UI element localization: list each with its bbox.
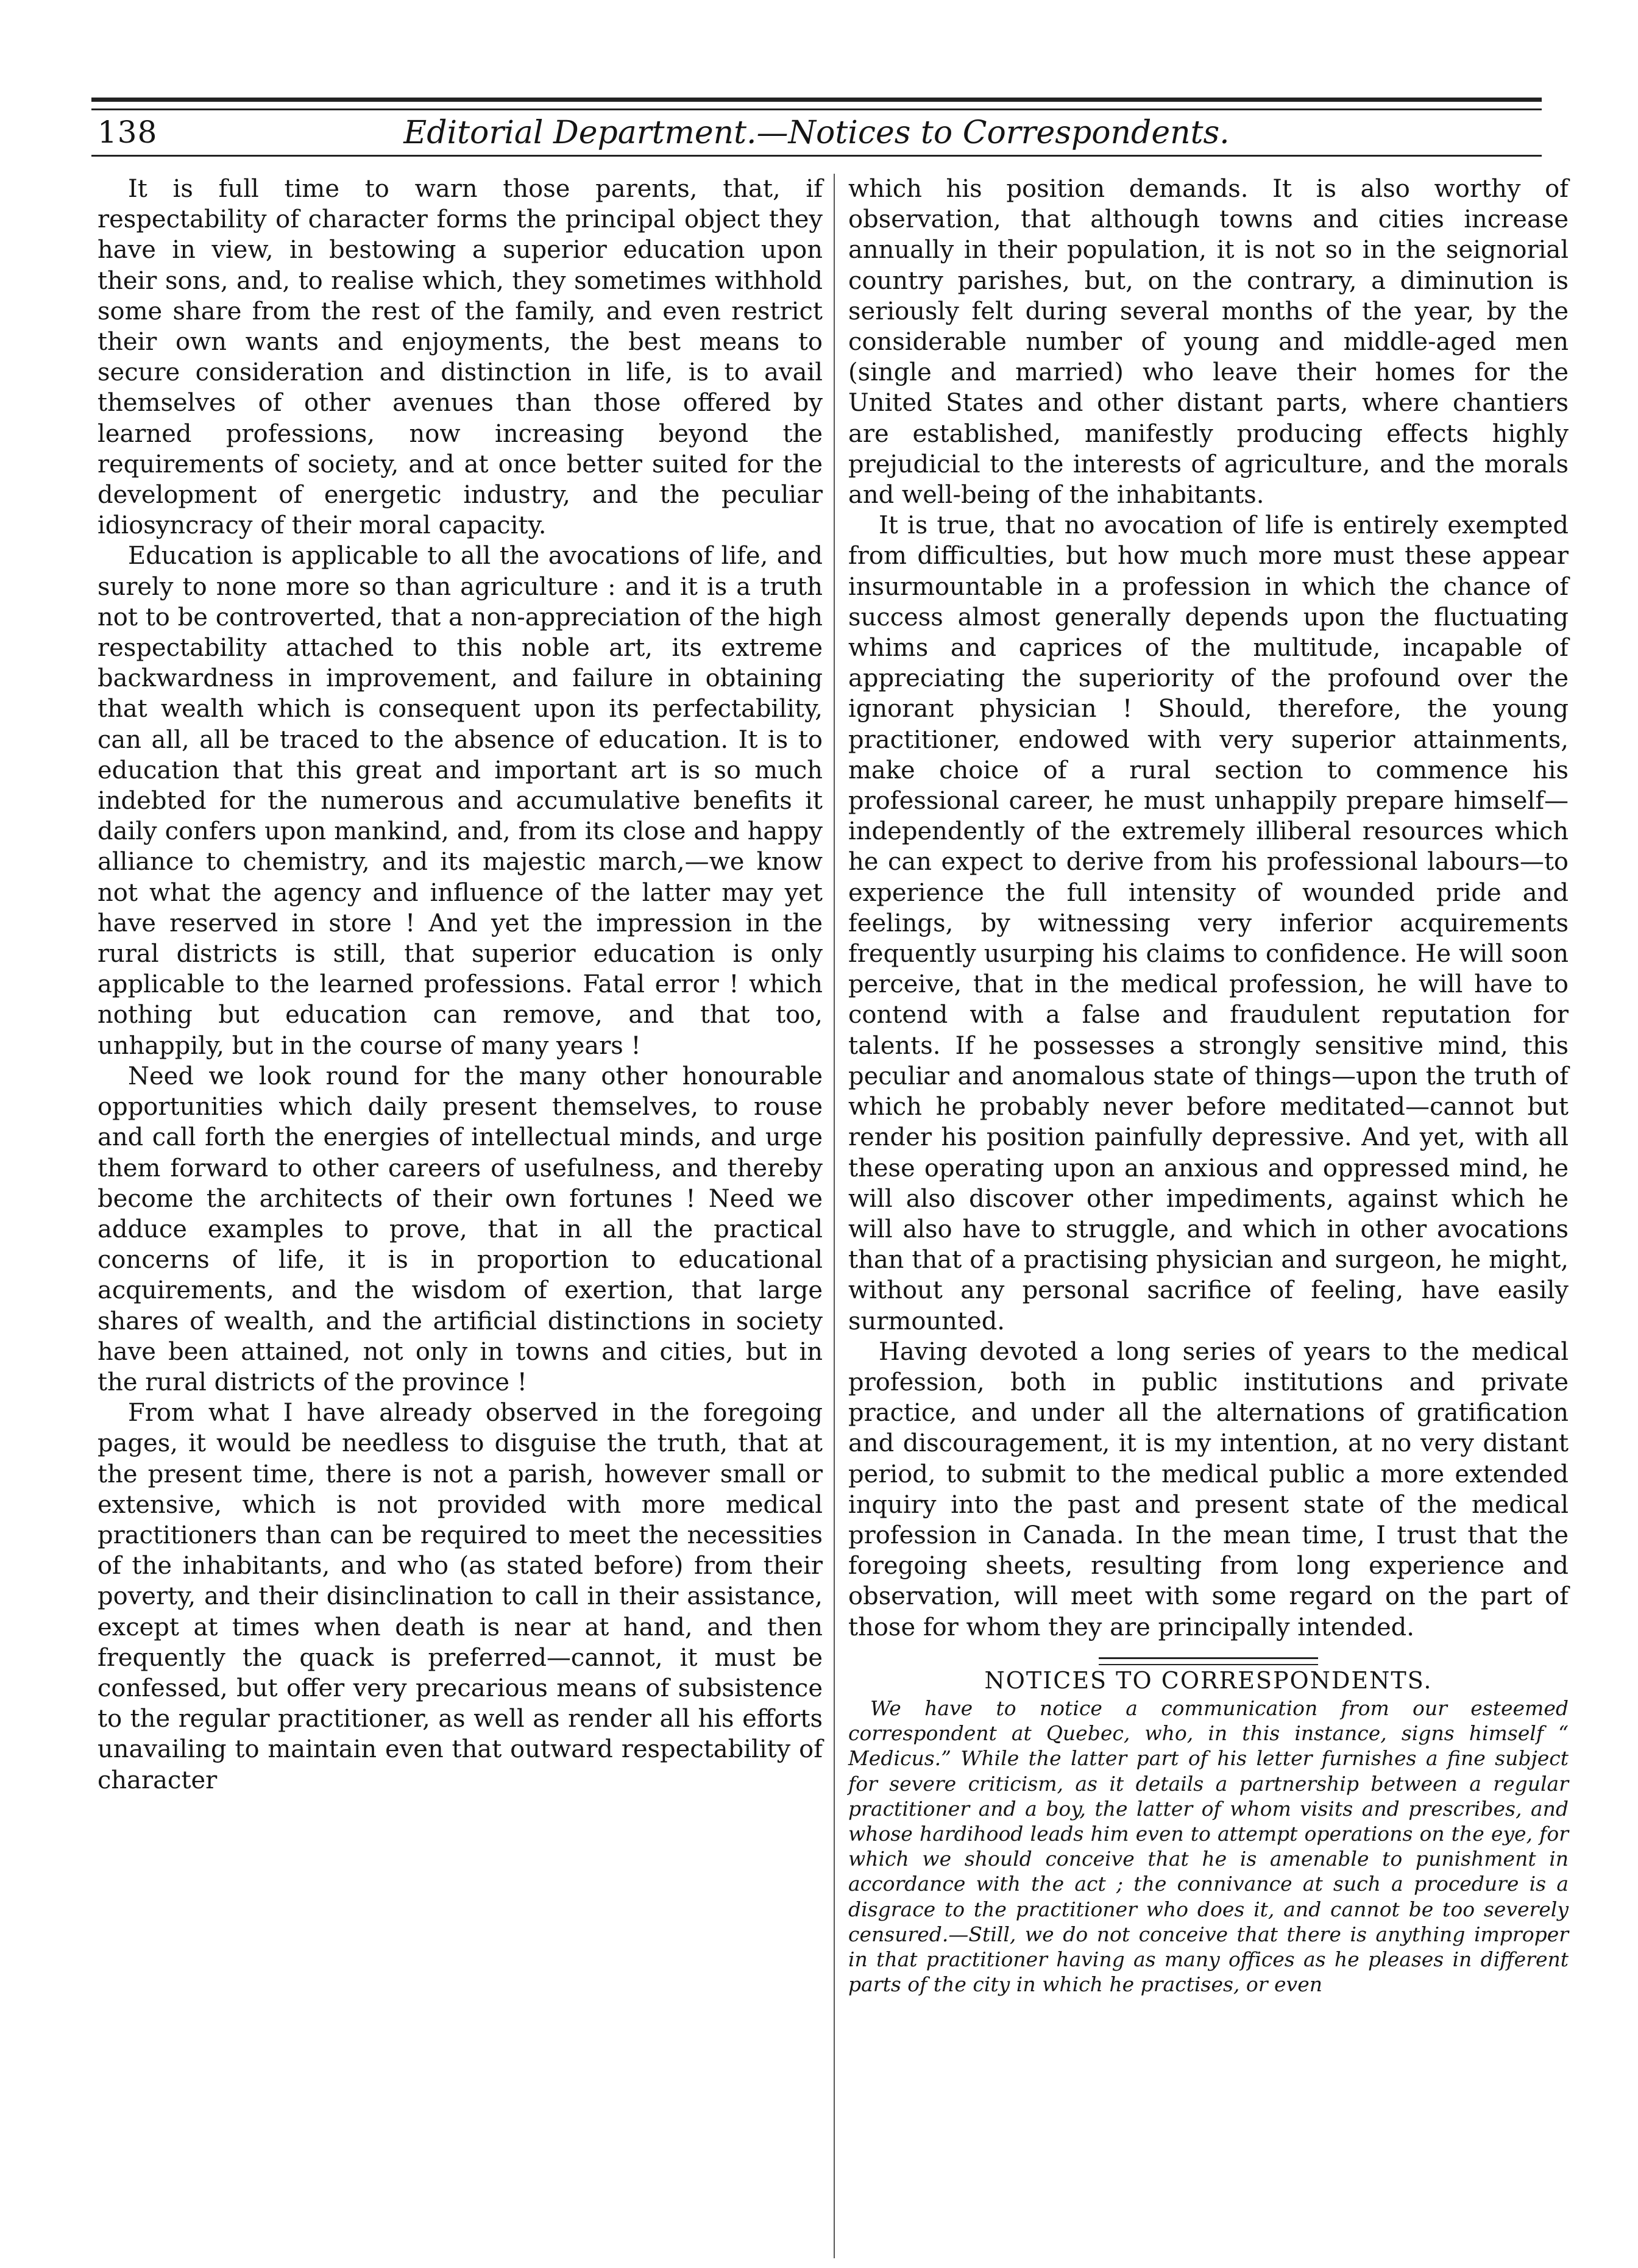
page-number: 138 — [98, 115, 158, 150]
header-bottom-rule — [91, 155, 1542, 157]
notices-body: We have to notice a communication from our esteemed correspondent at Quebec, who, in this instance, signs himself “ Medicus.” While the latter part of his letter furnishes a fine subject for severe criticism, as it details a partnership between a regular practitioner and a boy, the latter of whom visits and prescribes, and whose hardihood leads him even to attempt operations on the eye, for which we should conceive that he is amenable to punishment in accordance with the act ; the connivance at such a procedure is a disgrace to the practitioner who does it, and cannot be too severely censured.—Still, we do not conceive that there is anything improper in that practitioner having as many offices as he pleases in different parts of the city in which he practises, or even — [848, 1696, 1569, 1997]
notices-heading: NOTICES TO CORRESPONDENTS. — [984, 1666, 1433, 1694]
column-divider — [834, 174, 835, 2258]
left-column — [98, 174, 823, 1796]
paragraph: It is true, that no avocation of life is entirely exempted from difficulties, but how much more must these appear insurmountable in a profession in which the chance of success almost generally depends upon the fluctuating whims and caprices of the multitude, incapable of appreciating the superiority of the profound over the ignorant physician ! Should, therefore, the young practitioner, endowed with very superior attainments, make choice of a rural section to commence his professional career, he must unhappily prepare himself—independently of the extremely illiberal resources which he can expect to derive from his professional labours—to experience the full intensity of wounded pride and feelings, by witnessing very inferior acquirements frequently usurping his claims to confidence. He will soon perceive, that in the medical profession, he will have to contend with a false and fraudulent reputation for talents. If he possesses a strongly sensitive mind, this peculiar and anomalous state of things—upon the truth of which he probably never before meditated—cannot but render his position painfully depressive. And yet, with all these operating upon an anxious and oppressed mind, he will also discover other impediments, against which he will also have to struggle, and which in other avocations than that of a practising physician and surgeon, he might, without any personal sacrifice of feeling, have easily surmounted. — [848, 511, 1569, 1335]
paragraph: Need we look round for the many other honourable opportunities which daily present themselves, to rouse and call forth the energies of intellectual minds, and urge them forward to other careers of usefulness, and thereby become the architects of their own fortunes ! Need we adduce examples to prove, that in all the practical concerns of life, it is in proportion to educational acquirements, and the wisdom of exertion, that large shares of wealth, and the artificial distinctions in society have been attained, not only in towns and cities, but in the rural districts of the province ! — [98, 1062, 823, 1396]
paragraph: Having devoted a long series of years to the medical profession, both in public institutions and private practice, and under all the alternations of gratification and discouragement, it is my intention, at no very distant period, to submit to the medical public a more extended inquiry into the past and present state of the medical profession in Canada. In the mean time, I trust that the foregoing sheets, resulting from long experience and observation, will meet with some regard on the part of those for whom they are principally intended. — [848, 1337, 1569, 1641]
header-rule-thick — [91, 98, 1542, 102]
section-rule — [1099, 1657, 1318, 1659]
paragraph: Education is applicable to all the avocations of life, and surely to none more so than agriculture : and it is a truth not to be controverted, that a non-appreciation of the high respectability attached to this noble art, its extreme backwardness in improvement, and failure in obtaining that wealth which is consequent upon its perfectability, can all, all be traced to the absence of education. It is to education that this great and important art is so much indebted for the numerous and accumulative benefits it daily confers upon mankind, and, from its close and happy alliance to chemistry, and its majestic march,—we know not what the agency and influence of the latter may yet have reserved in store ! And yet the impression in the rural districts is still, that superior education is only applicable to the learned professions. Fatal error ! which nothing but education can remove, and that too, unhappily, but in the course of many years ! — [98, 542, 823, 1060]
right-column — [848, 174, 1569, 1997]
page-header — [98, 110, 1536, 152]
paragraph: It is full time to warn those parents, that, if respectability of character forms the principal object they have in view, in bestowing a superior education upon their sons, and, to realise which, they sometimes withhold some share from the rest of the family, and even restrict their own wants and enjoyments, the best means to secure consideration and distinction in life, is to avail themselves of other avenues than those offered by learned professions, now increasing beyond the requirements of society, and at once better suited for the development of energetic industry, and the peculiar idiosyncracy of their moral capacity. — [98, 175, 823, 540]
paragraph-continuation: which his position demands. It is also worthy of observation, that although towns and cities increase annually in their population, it is not so in the seignorial country parishes, but, on the contrary, a diminution is seriously felt during several months of the year, by the considerable number of young and middle-aged men (single and married) who leave their homes for the United States and other distant parts, where chantiers are established, manifestly producing effects highly prejudicial to the interests of agriculture, and the morals and well-being of the inhabitants. — [848, 175, 1569, 510]
running-head: Editorial Department.—Notices to Correspondents. — [403, 115, 1230, 151]
paragraph: From what I have already observed in the foregoing pages, it would be needless to disguise the truth, that at the present time, there is not a parish, however small or extensive, which is not provided with more medical practitioners than can be required to meet the necessities of the inhabitants, and who (as stated before) from their poverty, and their disinclination to call in their assistance, except at times when death is near at hand, and then frequently the quack is preferred—cannot, it must be confessed, but offer very precarious means of subsistence to the regular practitioner, as well as render all his efforts unavailing to maintain even that outward respectability of character — [98, 1399, 823, 1794]
